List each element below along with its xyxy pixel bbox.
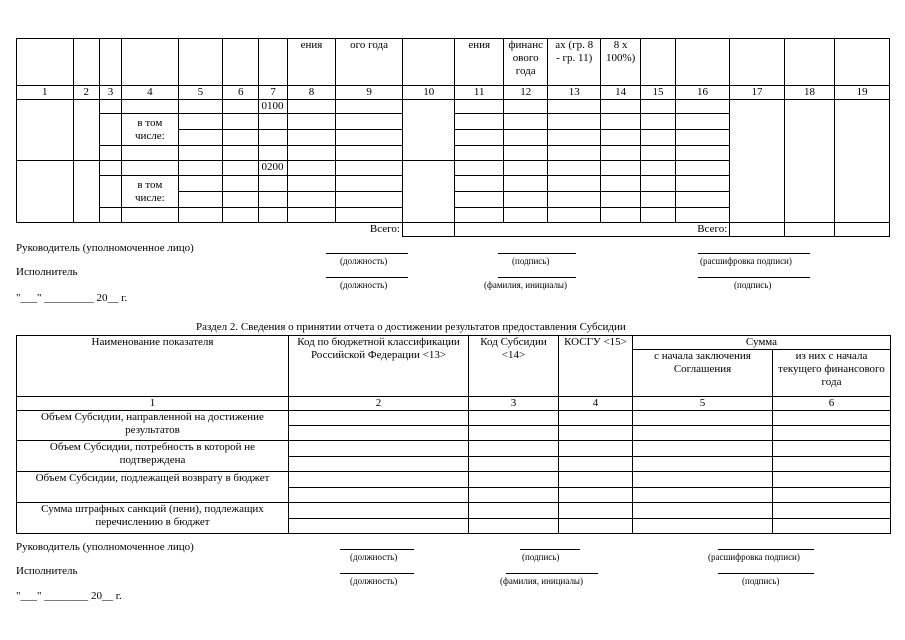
position-line[interactable] — [340, 549, 414, 550]
col-number: 12 — [503, 86, 547, 100]
row-label: Объем Субсидии, подлежащей возврату в бюджет — [17, 472, 289, 503]
caption-signature: (подпись) — [522, 552, 560, 562]
header-sum-from-start: с начала заключения Соглашения — [633, 350, 773, 397]
col14-header: 8 х 100%) — [600, 39, 640, 86]
col8-header: ения — [287, 39, 336, 86]
caption-name: (фамилия, инициалы) — [484, 280, 567, 290]
name-line[interactable] — [506, 573, 598, 574]
caption-decoding: (расшифровка подписи) — [700, 256, 792, 266]
col-number: 13 — [548, 86, 601, 100]
col13-header: ах (гр. 8 - гр. 11) — [548, 39, 601, 86]
col-number: 9 — [336, 86, 403, 100]
table-row — [17, 411, 891, 426]
table1-header-row — [17, 39, 890, 86]
col-number: 8 — [287, 86, 336, 100]
col-number: 6 — [223, 86, 259, 100]
signature-line[interactable] — [718, 573, 814, 574]
col-number: 18 — [784, 86, 835, 100]
col-number: 7 — [259, 86, 287, 100]
col11-header: ения — [455, 39, 504, 86]
row-code-0100: 0100 — [259, 100, 287, 114]
header-sum: Сумма — [633, 336, 891, 350]
executor-label: Исполнитель — [16, 565, 78, 577]
col-number: 1 — [17, 397, 289, 411]
col-number: 10 — [402, 86, 455, 100]
caption-position: (должность) — [350, 552, 398, 562]
row-label: Объем Субсидии, направленной на достижение результатов — [17, 411, 289, 441]
position-line[interactable] — [340, 573, 414, 574]
decoding-line[interactable] — [718, 549, 814, 550]
position-line[interactable] — [326, 277, 408, 278]
col-number: 3 — [99, 86, 121, 100]
header-kosgu: КОСГУ <15> — [559, 336, 633, 397]
caption-position: (должность) — [350, 576, 398, 586]
caption-decoding: (расшифровка подписи) — [708, 552, 800, 562]
col-number: 6 — [773, 397, 891, 411]
section2-table — [16, 335, 891, 534]
caption-name: (фамилия, инициалы) — [500, 576, 583, 586]
col-number: 14 — [600, 86, 640, 100]
table-row — [17, 503, 891, 519]
date-field[interactable]: "___" ________ 20__ г. — [16, 590, 122, 602]
header-sum-current-year: из них с начала текущего финансового года — [773, 350, 891, 397]
caption-signature: (подпись) — [742, 576, 780, 586]
total-label-left: Всего: — [17, 223, 403, 237]
header-subsidy-code: Код Субсидии <14> — [469, 336, 559, 397]
col-number: 19 — [835, 86, 890, 100]
section2-header-row — [17, 336, 891, 350]
table1-number-row — [17, 86, 890, 100]
col-number: 5 — [633, 397, 773, 411]
header-budget-code: Код по бюджетной классификации Российской Федерации <13> — [289, 336, 469, 397]
caption-signature: (подпись) — [512, 256, 550, 266]
col-number: 2 — [73, 86, 99, 100]
total-label-right: Всего: — [455, 223, 730, 237]
head-label: Руководитель (уполномоченное лицо) — [16, 541, 194, 553]
col-number: 1 — [17, 86, 74, 100]
date-field[interactable]: "___" _________ 20__ г. — [16, 292, 128, 304]
in-total-label: в том числе: — [122, 114, 179, 146]
col-number: 15 — [641, 86, 675, 100]
col-number: 5 — [178, 86, 222, 100]
signature-line[interactable] — [698, 277, 810, 278]
section2-number-row — [17, 397, 891, 411]
signature-line[interactable] — [498, 253, 576, 254]
table-row — [17, 100, 890, 114]
col-number: 11 — [455, 86, 504, 100]
table-row — [17, 472, 891, 488]
col12-header: финанс ового года — [503, 39, 547, 86]
caption-signature: (подпись) — [734, 280, 772, 290]
report-table-section1 — [16, 38, 890, 237]
header-indicator: Наименование показателя — [17, 336, 289, 397]
col-number: 17 — [730, 86, 785, 100]
section2-title: Раздел 2. Сведения о принятии отчета о достижении результатов предоставления Субсидии — [196, 321, 626, 333]
col-number: 4 — [122, 86, 179, 100]
caption-position: (должность) — [340, 280, 388, 290]
col-number: 4 — [559, 397, 633, 411]
table1-total-row — [17, 223, 890, 237]
signature-line[interactable] — [520, 549, 580, 550]
row-label: Сумма штрафных санкций (пени), подлежащих перечислению в бюджет — [17, 503, 289, 534]
position-line[interactable] — [326, 253, 408, 254]
caption-position: (должность) — [340, 256, 388, 266]
head-label: Руководитель (уполномоченное лицо) — [16, 242, 194, 254]
name-line[interactable] — [498, 277, 576, 278]
col9-header: ого года — [336, 39, 403, 86]
col-number: 3 — [469, 397, 559, 411]
in-total-label: в том числе: — [122, 176, 179, 208]
table-row — [17, 441, 891, 457]
decoding-line[interactable] — [698, 253, 810, 254]
col-number: 2 — [289, 397, 469, 411]
row-code-0200: 0200 — [259, 161, 287, 176]
executor-label: Исполнитель — [16, 266, 78, 278]
row-label: Объем Субсидии, потребность в которой не подтверждена — [17, 441, 289, 472]
col-number: 16 — [675, 86, 730, 100]
